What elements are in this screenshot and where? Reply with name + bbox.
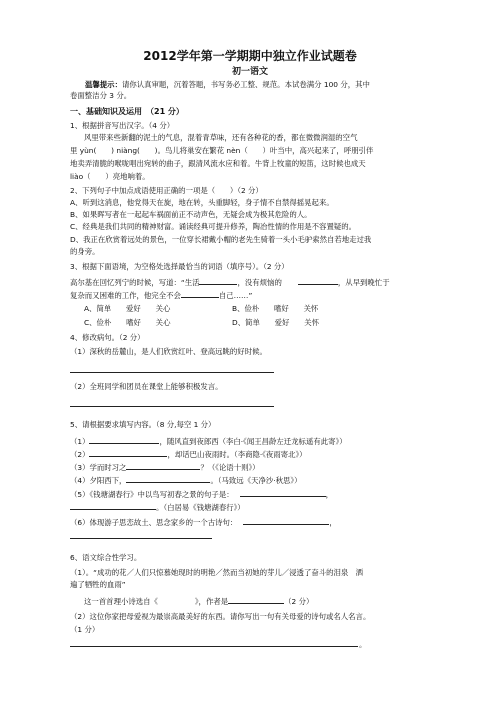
- q6-s2-line-1: （2）这位你家把母爱视为最崇高最美好的东西。请你写出一句有关母爱的诗句或名人名言。: [70, 612, 371, 621]
- q1-passage-line: liào（ ）亮地响着。: [70, 172, 150, 181]
- answer-blank[interactable]: [89, 435, 159, 444]
- q2-option-a: A、听到这消息，他党得天在旋，地在转，头重脚轻，身子情不自禁得摇晃起来。: [70, 198, 334, 207]
- q5-line-4: [70, 474, 301, 486]
- q5-num: （2）: [70, 450, 90, 459]
- answer-blank[interactable]: [126, 461, 200, 470]
- notice-line-1: [85, 80, 370, 90]
- answer-blank[interactable]: [70, 501, 156, 510]
- q5-text: ，: [325, 490, 334, 499]
- q2-stem: 2、下列句子中加点成语使用正确的一项是（ ）（2 分）: [70, 186, 263, 195]
- notice-line-2: 卷面整洁分 3 分。: [70, 91, 132, 100]
- q5-line-3: [70, 461, 260, 473]
- q3-passage-line-1: [70, 276, 390, 288]
- q6-s1-line-3: [84, 595, 313, 607]
- q5-num: （1）: [70, 437, 90, 446]
- q5-line-2: [70, 448, 307, 460]
- q2-option-b: B、如果晖写者在一起起车祸面前正不动声色，无疑会成为极其危险的人。: [70, 210, 312, 219]
- q6-s1-line-1: （1）。“成功的花／人们只惊慕她现时的明艳／然而当初她的芽儿／浸透了奋斗的泪泉 洒: [70, 568, 364, 577]
- q3-passage-line-2: [70, 289, 252, 301]
- q2-option-d-cont: 的身旁。: [70, 247, 100, 256]
- q2-option-c: C、经典是我们共同的精神财富。诵读经典可提升修养，陶冶性情的作用是不容置疑的。: [70, 222, 357, 231]
- q5-line-7: [70, 516, 337, 528]
- answer-blank[interactable]: [199, 276, 237, 285]
- q3-text: ，从早到晚忙于: [337, 278, 390, 287]
- q5-text: ？（《论语十则》）: [200, 463, 260, 472]
- q5-text: ，随风直到夜郎西（李白·《闻王昌龄左迁龙标遥有此寄》）: [159, 437, 347, 446]
- q5-text: （5）《钱塘湖春行》中以鸟写初春之景的句子是：: [70, 490, 234, 499]
- answer-line[interactable]: [70, 406, 274, 407]
- q2-option-d: D、我正在欣赏着远处的景色，一位穿长裙戴小帽的老先生骑着一头小毛驴索然自若地走过我: [70, 235, 372, 244]
- q6-s1-line-2: 遍了牺牲的血雨”: [70, 580, 126, 589]
- answer-line[interactable]: [70, 372, 274, 373]
- q3-option-d: D、简单 爱好 关怀: [232, 318, 319, 327]
- q5-text: 。（白居易《钱塘湖春行》）: [156, 503, 245, 512]
- q1-passage-line: 地卖弄清脆的喉咙唱出宛转的曲子，跟清风流水应和着。牛背上牧童的短笛，这时候也成天: [70, 159, 366, 168]
- q5-text: ，: [329, 518, 337, 527]
- q5-text: （4）夕阳西下，: [70, 476, 127, 485]
- q4-sentence-2: （2）全班同学和团员在课堂上能够积极发言。: [70, 382, 223, 391]
- q5-stem: 5、请根据要求填写内容。（8 分,每空 1 分）: [70, 420, 216, 429]
- answer-blank[interactable]: [181, 289, 219, 298]
- answer-blank[interactable]: [126, 474, 210, 483]
- section-heading: 一、基础知识及运用 （21 分）: [70, 107, 184, 116]
- q3-option-c: C、俭朴 嗜好 关心: [84, 318, 171, 327]
- q5-text: （6）体现游子思恋故土、思念家乡的一个古诗句：: [70, 518, 238, 527]
- q3-stem: 3、根据下面语境，为空格处选择最恰当的词语（填序号）。（2 分）: [70, 262, 289, 271]
- answer-line[interactable]: [70, 538, 212, 539]
- q3-text: 高尔基在回忆列宁的时候，写道：“生活: [70, 278, 200, 287]
- q5-text: （3）学而时习之: [70, 463, 127, 472]
- q5-line-5: [70, 488, 333, 500]
- q6-stem: 6、语文综合性学习。: [70, 553, 142, 562]
- answer-blank[interactable]: [89, 448, 167, 457]
- q1-passage-line: 风里带来些新翻的泥土的气息，混着青草味，还有各种花的香，都在微微润湿的空气: [84, 133, 358, 142]
- q5-line-1: [70, 435, 347, 447]
- q4-sentence-1: （1）深秋的岳麓山，是人们欣赏红叶、登高远眺的好时候。: [70, 347, 267, 356]
- q1-stem: 1、根据拼音写出汉字。（4 分）: [70, 121, 175, 130]
- q6-s2-line-2: （1 分）: [70, 625, 100, 634]
- answer-blank[interactable]: [240, 488, 326, 497]
- q3-text: ，没有烦恼的: [237, 278, 282, 287]
- answer-blank[interactable]: [228, 595, 284, 604]
- notice-text: 请你认真审题，沉着答题，书写务必工整、规范。本试卷满分 100 分，其中: [121, 80, 370, 89]
- q3-text: 自己……”: [218, 291, 253, 300]
- q5-text: ，却话巴山夜雨时。（李商隐·《夜雨寄北》）: [167, 450, 307, 459]
- q5-line-6: [70, 501, 245, 513]
- q4-stem: 4、修改病句。（2 分）: [70, 333, 145, 342]
- q5-text: 。（马致远《天净沙·秋思》）: [210, 476, 302, 485]
- answer-period: 。: [359, 640, 367, 649]
- q3-text: 复杂而又困难的工作，他完全不会: [70, 291, 181, 300]
- q1-passage-line: 里 yùn( ) niàng( )。鸟儿将巢安在繁花 nèn（ ）叶当中，高兴起来了，呼朋引伴: [70, 146, 374, 155]
- exam-subtitle: 初一语文: [231, 67, 268, 77]
- q3-option-b: B、俭朴 嗜好 关怀: [232, 304, 319, 313]
- answer-blank[interactable]: [243, 516, 329, 525]
- answer-line[interactable]: [70, 646, 358, 647]
- exam-title: 2012学年第一学期期中独立作业试题卷: [143, 49, 357, 63]
- notice-label: 温馨提示：: [85, 80, 122, 89]
- q6-text: 这一首首理小诗选自《 》，作者是: [84, 597, 229, 606]
- answer-blank[interactable]: [298, 276, 338, 285]
- q6-text: （2 分）: [284, 597, 314, 606]
- q3-option-a: A、简单 爱好 关心: [84, 304, 171, 313]
